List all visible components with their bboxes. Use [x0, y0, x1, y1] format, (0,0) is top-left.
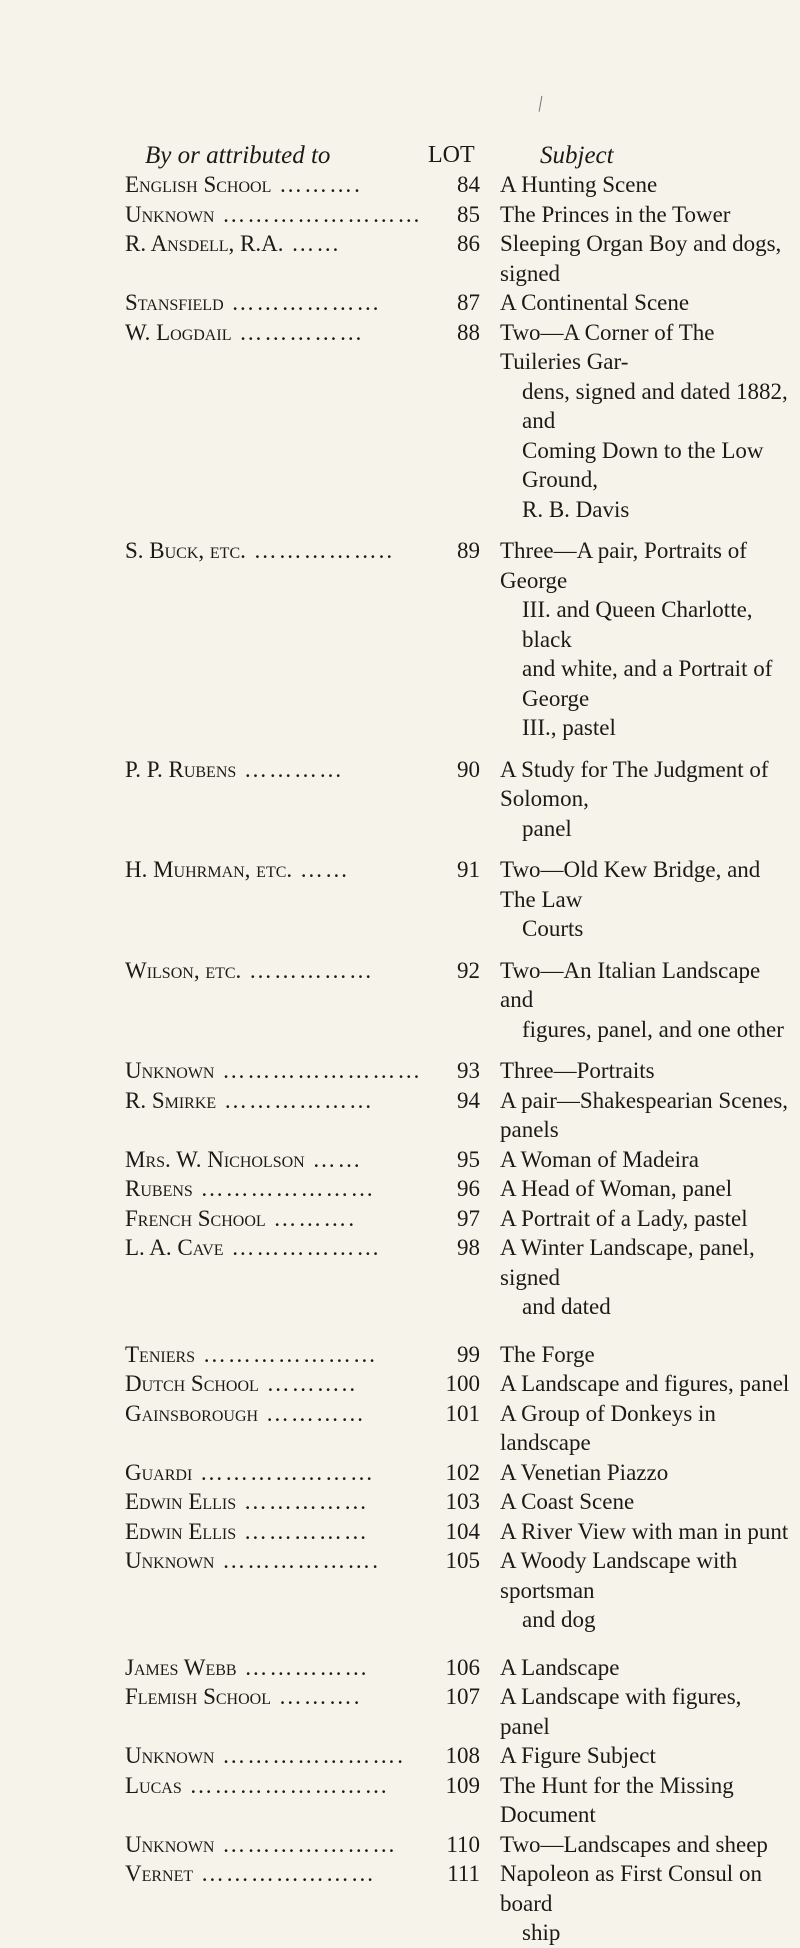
leader-dots: ………………… — [214, 1831, 398, 1857]
subject-line: Two—Old Kew Bridge, and The Law — [500, 857, 761, 912]
leader-dots: …………… — [236, 1654, 370, 1680]
leader-dots: ………. — [271, 1684, 362, 1709]
lot-row — [0, 229, 800, 288]
artist-label: James Webb — [125, 1654, 237, 1680]
subject-line: and dated — [522, 1294, 611, 1319]
artist-name — [125, 1859, 430, 1889]
lot-row — [0, 1056, 800, 1086]
leader-dots: …………………… — [214, 1058, 423, 1083]
lot-subject — [500, 1369, 790, 1399]
lot-subject — [500, 1653, 790, 1683]
lot-row — [0, 1771, 800, 1830]
lot-number: 85 — [457, 201, 480, 227]
subject-line: III., pastel — [522, 715, 616, 740]
artist-name — [125, 1399, 430, 1429]
header-lot: LOT — [428, 142, 475, 168]
artist-label: H. Muhrman, etc. — [125, 857, 293, 882]
lot-number: 105 — [445, 1548, 480, 1573]
lot-subject — [500, 1830, 790, 1860]
lot-number: 95 — [457, 1146, 480, 1172]
lot-row — [0, 170, 800, 200]
subject-line: R. B. Davis — [522, 496, 630, 522]
artist-label: R. Ansdell, R.A. — [125, 231, 284, 256]
lot-row — [0, 1741, 800, 1771]
artist-name — [125, 536, 430, 566]
lot-subject — [500, 755, 790, 844]
leader-dots: ……………… — [223, 290, 382, 315]
leader-dots: ………………… — [192, 1459, 376, 1485]
artist-name — [125, 956, 430, 986]
lot-number: 91 — [457, 857, 480, 882]
leader-dots: ………………… — [193, 1861, 376, 1886]
artist-label: English School — [125, 172, 272, 197]
subject-line: Two—A Corner of The Tuileries Gar- — [500, 319, 715, 374]
subject-line: Sleeping Organ Boy and dogs, signed — [500, 231, 782, 286]
lot-subject — [500, 1682, 790, 1741]
artist-label: Teniers — [125, 1341, 196, 1367]
subject-line: Two—An Italian Landscape and — [500, 957, 761, 1012]
artist-label: P. P. Rubens — [125, 756, 237, 782]
lot-row — [0, 1399, 800, 1458]
lot-row — [0, 956, 800, 1045]
artist-label: W. Logdail — [125, 319, 232, 345]
lot-subject — [500, 1233, 790, 1322]
artist-name — [125, 1204, 430, 1234]
artist-label: Unknown — [125, 1831, 215, 1857]
lot-number: 90 — [457, 756, 480, 782]
lot-row — [0, 1653, 800, 1683]
lot-row — [0, 1086, 800, 1145]
subject-line: The Hunt for the Missing Document — [500, 1772, 734, 1827]
lot-subject — [500, 1174, 790, 1204]
subject-line: panel — [522, 815, 572, 841]
artist-name — [125, 1174, 430, 1204]
lot-number: 93 — [457, 1058, 480, 1083]
subject-line: ship — [522, 1920, 561, 1945]
lot-row — [0, 1340, 800, 1370]
artist-name — [125, 1546, 430, 1576]
subject-line: A Figure Subject — [500, 1743, 656, 1768]
header-artist: By or attributed to — [145, 142, 331, 169]
artist-label: Edwin Ellis — [125, 1489, 237, 1514]
lot-row — [0, 288, 800, 318]
lot-row — [0, 1546, 800, 1635]
artist-label: Dutch School — [125, 1371, 259, 1396]
artist-name — [125, 1145, 430, 1175]
lot-number: 86 — [457, 231, 480, 256]
pencil-mark — [539, 96, 546, 112]
leader-dots: ……….. — [258, 1371, 358, 1396]
header-subject: Subject — [540, 142, 614, 169]
lot-subject — [500, 1487, 790, 1517]
lot-subject — [500, 1859, 790, 1948]
artist-name — [125, 1830, 430, 1860]
artist-label: Unknown — [125, 201, 215, 227]
lot-subject — [500, 1517, 790, 1547]
lot-number: 100 — [445, 1371, 480, 1396]
subject-line: A Landscape — [500, 1654, 620, 1680]
artist-name — [125, 1233, 430, 1263]
artist-label: R. Smirke — [125, 1087, 217, 1113]
lot-number: 103 — [445, 1489, 480, 1514]
artist-name — [125, 755, 430, 785]
lot-number: 99 — [457, 1341, 480, 1367]
lot-row — [0, 1487, 800, 1517]
leader-dots: ………………. — [214, 1548, 380, 1573]
artist-label: Edwin Ellis — [125, 1518, 237, 1544]
lot-subject — [500, 288, 790, 318]
subject-line: figures, panel, and one other — [522, 1016, 784, 1042]
lot-subject — [500, 1145, 790, 1175]
lot-subject — [500, 1204, 790, 1234]
lot-subject — [500, 318, 790, 525]
artist-label: Gainsborough — [125, 1400, 259, 1426]
lot-number: 101 — [445, 1400, 480, 1426]
lot-number: 104 — [445, 1518, 480, 1544]
lot-row — [0, 1204, 800, 1234]
leader-dots: ………………… — [192, 1176, 376, 1201]
lot-subject — [500, 1399, 790, 1458]
leader-dots: …………….. — [245, 538, 395, 563]
subject-line: Napoleon as First Consul on board — [500, 1861, 762, 1916]
artist-label: Wilson, etc. — [125, 957, 242, 983]
artist-label: Stansfield — [125, 290, 224, 315]
subject-line: A Group of Donkeys in landscape — [500, 1400, 716, 1455]
lot-number: 107 — [445, 1684, 480, 1709]
artist-label: French School — [125, 1205, 266, 1231]
leader-dots: …… — [304, 1146, 363, 1172]
lot-number: 96 — [457, 1176, 480, 1201]
subject-line: A River View with man in punt — [500, 1518, 789, 1544]
lot-subject — [500, 1340, 790, 1370]
lot-subject — [500, 1771, 790, 1830]
artist-name — [125, 1771, 430, 1801]
artist-name — [125, 1517, 430, 1547]
leader-dots: ………… — [236, 756, 345, 782]
artist-label: Vernet — [125, 1861, 194, 1886]
artist-name — [125, 1682, 430, 1712]
lot-subject — [500, 536, 790, 743]
lot-row — [0, 855, 800, 944]
leader-dots: ……………… — [223, 1235, 382, 1260]
artist-label: Lucas — [125, 1772, 182, 1798]
artist-name — [125, 1458, 430, 1488]
artist-label: Flemish School — [125, 1684, 271, 1709]
lot-subject — [500, 170, 790, 200]
leader-dots: …… — [283, 231, 342, 256]
artist-name — [125, 1340, 430, 1370]
lot-number: 98 — [457, 1235, 480, 1260]
lot-number: 108 — [445, 1743, 480, 1768]
artist-name — [125, 855, 430, 885]
subject-line: A Winter Landscape, panel, signed — [500, 1235, 755, 1290]
artist-name — [125, 1086, 430, 1116]
leader-dots: ………. — [265, 1205, 357, 1231]
lot-subject — [500, 1546, 790, 1635]
lot-subject — [500, 1086, 790, 1145]
lot-row — [0, 1859, 800, 1948]
leader-dots: ………… — [258, 1400, 366, 1426]
subject-line: A Portrait of a Lady, pastel — [500, 1205, 748, 1231]
lot-number: 87 — [457, 290, 480, 315]
artist-name — [125, 200, 430, 230]
artist-name — [125, 1369, 430, 1399]
subject-line: Courts — [522, 916, 584, 941]
lot-subject — [500, 200, 790, 230]
subject-line: A Woman of Madeira — [500, 1146, 699, 1172]
subject-line: dens, signed and dated 1882, and — [522, 378, 788, 433]
leader-dots: …………………… — [214, 201, 423, 227]
subject-line: A Study for The Judgment of Solomon, — [500, 756, 769, 811]
subject-line: A Continental Scene — [500, 290, 690, 315]
lot-number: 110 — [446, 1831, 480, 1857]
lot-number: 84 — [457, 172, 480, 197]
lot-subject — [500, 1056, 790, 1086]
lot-row — [0, 1174, 800, 1204]
subject-line: A Head of Woman, panel — [500, 1176, 733, 1201]
subject-line: Two—Landscapes and sheep — [500, 1831, 768, 1857]
lot-row — [0, 755, 800, 844]
leader-dots: …………… — [236, 1518, 369, 1544]
lot-row — [0, 1145, 800, 1175]
lot-row — [0, 1369, 800, 1399]
artist-name — [125, 170, 430, 200]
artist-name — [125, 1487, 430, 1517]
artist-name — [125, 1056, 430, 1086]
subject-line: III. and Queen Charlotte, black — [522, 597, 753, 652]
artist-label: Unknown — [125, 1743, 215, 1768]
leader-dots: …………………… — [181, 1772, 390, 1798]
lot-number: 109 — [445, 1772, 480, 1798]
subject-line: Three—Portraits — [500, 1058, 655, 1083]
subject-line: The Princes in the Tower — [500, 201, 731, 227]
subject-line: The Forge — [500, 1341, 595, 1367]
lot-subject — [500, 855, 790, 944]
artist-label: Unknown — [125, 1058, 215, 1083]
lot-number: 92 — [457, 957, 480, 983]
artist-label: Mrs. W. Nicholson — [125, 1146, 305, 1172]
leader-dots: …… — [292, 857, 350, 882]
lot-subject — [500, 1741, 790, 1771]
subject-line: Coming Down to the Low Ground, — [522, 437, 764, 492]
artist-label: Unknown — [125, 1548, 215, 1573]
subject-line: A pair—Shakespearian Scenes, panels — [500, 1087, 789, 1142]
lot-row — [0, 1458, 800, 1488]
lot-subject — [500, 1458, 790, 1488]
lot-number: 111 — [447, 1861, 480, 1886]
lot-row — [0, 1682, 800, 1741]
subject-line: A Hunting Scene — [500, 172, 658, 197]
lot-number: 102 — [445, 1459, 480, 1485]
lot-row — [0, 1830, 800, 1860]
subject-line: A Landscape and figures, panel — [500, 1371, 790, 1396]
artist-name — [125, 1653, 430, 1683]
artist-label: Guardi — [125, 1459, 193, 1485]
artist-label: Rubens — [125, 1176, 193, 1201]
lot-number: 106 — [445, 1654, 480, 1680]
leader-dots: …………… — [231, 319, 365, 345]
artist-name — [125, 318, 430, 348]
leader-dots: ……………… — [216, 1087, 374, 1113]
artist-name — [125, 229, 430, 259]
leader-dots: ………………… — [195, 1341, 378, 1367]
lot-row — [0, 200, 800, 230]
lot-subject — [500, 956, 790, 1045]
lot-row — [0, 318, 800, 525]
lot-number: 89 — [457, 538, 480, 563]
leader-dots: …………………. — [214, 1743, 405, 1768]
lot-row — [0, 1517, 800, 1547]
subject-line: A Landscape with figures, panel — [500, 1684, 742, 1739]
subject-line: Three—A pair, Portraits of George — [500, 538, 747, 593]
lot-number: 97 — [457, 1205, 480, 1231]
subject-line: A Coast Scene — [500, 1489, 635, 1514]
leader-dots: …………… — [241, 957, 375, 983]
subject-line: and dog — [522, 1607, 596, 1632]
lot-subject — [500, 229, 790, 288]
lot-list — [0, 170, 800, 1948]
artist-label: S. Buck, etc. — [125, 538, 246, 563]
artist-label: L. A. Cave — [125, 1235, 224, 1260]
subject-line: A Venetian Piazzo — [500, 1459, 669, 1485]
lot-row — [0, 536, 800, 743]
subject-line: A Woody Landscape with sportsman — [500, 1548, 738, 1603]
leader-dots: ………. — [271, 172, 362, 197]
lot-number: 94 — [457, 1087, 480, 1113]
artist-name — [125, 1741, 430, 1771]
lot-number: 88 — [457, 319, 480, 345]
artist-name — [125, 288, 430, 318]
leader-dots: …………… — [236, 1489, 369, 1514]
lot-row — [0, 1233, 800, 1322]
subject-line: and white, and a Portrait of George — [522, 656, 773, 711]
